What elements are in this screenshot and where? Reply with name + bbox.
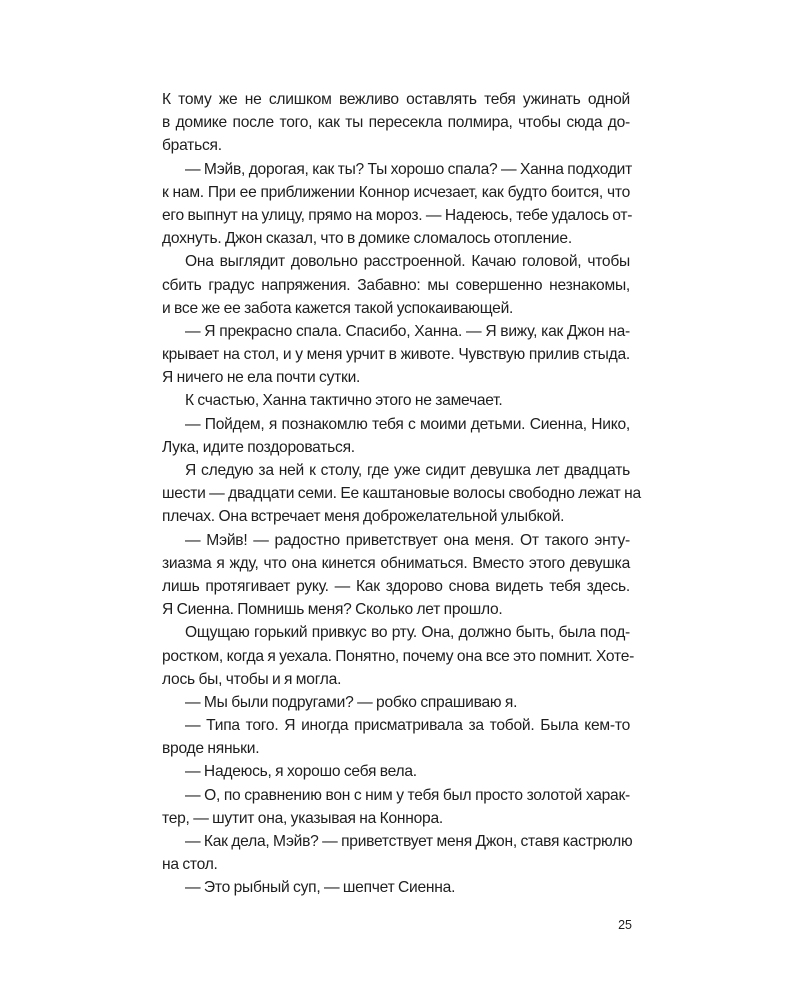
text-line: браться.: [162, 137, 222, 155]
text-line: сбить градус напряжения. Забавно: мы совершенно незнакомы,: [162, 276, 630, 294]
text-line: вроде няньки.: [162, 740, 260, 758]
text-line: К счастью, Ханна тактично этого не замечает.: [185, 392, 503, 410]
text-line: Она выглядит довольно расстроенной. Качаю головой, чтобы: [185, 253, 630, 271]
text-line: К тому же не слишком вежливо оставлять тебя ужинать одной: [162, 91, 630, 108]
text-line: крывает на стол, и у меня урчит в животе. Чувствую прилив стыда.: [162, 346, 630, 364]
page-number: 25: [618, 918, 632, 932]
text-line: — Надеюсь, я хорошо себя вела.: [185, 763, 417, 781]
text-line: — Типа того. Я иногда присматривала за тобой. Была кем-то: [185, 717, 630, 735]
text-line: — Как дела, Мэйв? — приветствует меня Джон, ставя кастрюлю: [185, 833, 633, 850]
text-line: лишь протягивает руку. — Как здорово снова видеть тебя здесь.: [162, 577, 630, 595]
text-line: — Мэйв, дорогая, как ты? Ты хорошо спала? — Ханна подходит: [185, 160, 633, 178]
text-line: — Пойдем, я познакомлю тебя с моими детьми. Сиенна, Нико,: [185, 415, 630, 433]
text-line: — Это рыбный суп, — шепчет Сиенна.: [185, 879, 456, 897]
text-line: шести — двадцати семи. Ее каштановые волосы свободно лежат на: [162, 485, 641, 503]
text-line: тер, — шутит она, указывая на Коннора.: [162, 809, 443, 827]
text-line: ростком, когда я уехала. Понятно, почему она все это помнит. Хоте-: [162, 647, 635, 665]
text-line: к нам. При ее приближении Коннор исчезает, как будто боится, что: [162, 183, 630, 201]
text-line: — О, по сравнению вон с ним у тебя был просто золотой харак-: [185, 786, 630, 804]
text-line: — Мы были подругами? — робко спрашиваю я.: [185, 693, 518, 711]
text-line: зиазма я жду, что она кинется обниматься. Вместо этого девушка: [162, 554, 630, 572]
text-line: — Мэйв! — радостно приветствует она меня. От такого энту-: [185, 531, 630, 549]
text-line: Ощущаю горький привкус во рту. Она, должно быть, была под-: [185, 624, 630, 642]
text-line: Я Сиенна. Помнишь меня? Сколько лет прошло.: [162, 601, 503, 619]
text-line: и все же ее забота кажется такой успокаивающей.: [162, 299, 514, 317]
text-line: Я следую за ней к столу, где уже сидит девушка лет двадцать: [185, 462, 630, 479]
text-line: дохнуть. Джон сказал, что в домике сломалось отопление.: [162, 230, 572, 248]
text-line: — Я прекрасно спала. Спасибо, Ханна. — Я вижу, как Джон на-: [185, 322, 630, 340]
text-line: в домике после того, как ты пересекла полмира, чтобы сюда до-: [162, 114, 630, 132]
page-body-text: [162, 88, 641, 900]
text-line: на стол.: [162, 856, 218, 874]
text-line: его выпнут на улицу, прямо на мороз. — Надеюсь, тебе удалось от-: [162, 206, 633, 224]
text-line: плечах. Она встречает меня доброжелательной улыбкой.: [162, 508, 565, 526]
text-line: Я ничего не ела почти сутки.: [162, 369, 361, 387]
text-line: Лука, идите поздороваться.: [162, 438, 355, 456]
text-line: лось бы, чтобы и я могла.: [162, 670, 342, 688]
